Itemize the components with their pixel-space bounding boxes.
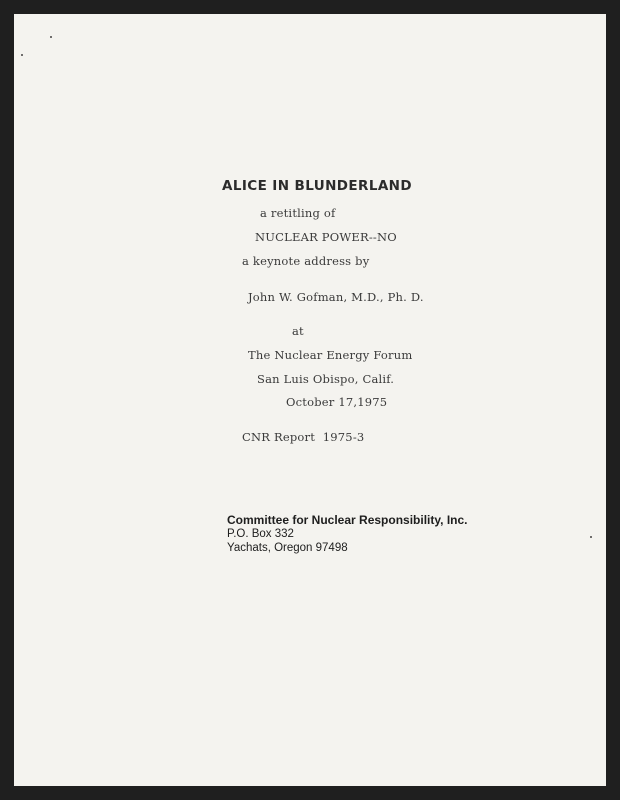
address-date: October 17,1975	[286, 395, 388, 409]
organization-name: Committee for Nuclear Responsibility, Inc.	[227, 513, 468, 527]
organization-city: Yachats, Oregon 97498	[227, 542, 348, 554]
subtitle-line-2: NUCLEAR POWER--NO	[255, 230, 397, 244]
subtitle-line-3: a keynote address by	[242, 254, 370, 268]
document-page	[14, 14, 606, 786]
document-title: ALICE IN BLUNDERLAND	[222, 178, 412, 194]
venue-name: The Nuclear Energy Forum	[248, 348, 413, 362]
venue-location: San Luis Obispo, Calif.	[257, 372, 395, 386]
subtitle-line-1: a retitling of	[260, 206, 336, 220]
dust-speck	[21, 54, 23, 56]
organization-po-box: P.O. Box 332	[227, 528, 294, 540]
organization-block	[227, 513, 468, 555]
at-label: at	[292, 324, 304, 338]
dust-speck	[590, 536, 592, 538]
author-name: John W. Gofman, M.D., Ph. D.	[248, 290, 424, 304]
dust-speck	[50, 36, 52, 38]
report-number: CNR Report 1975-3	[242, 430, 365, 444]
